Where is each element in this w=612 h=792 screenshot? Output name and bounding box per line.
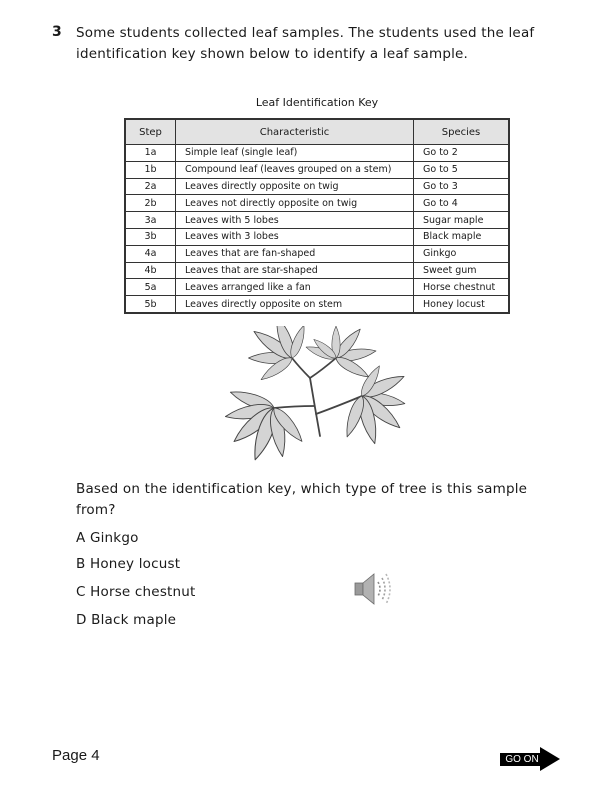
table-header-row [125, 119, 509, 145]
species-cell: Horse chestnut [414, 279, 510, 296]
answer-option-d[interactable] [76, 612, 176, 628]
characteristic-cell: Simple leaf (single leaf) [176, 145, 414, 162]
answer-option-c[interactable] [76, 584, 196, 600]
characteristic-cell: Leaves not directly opposite on twig [176, 195, 414, 212]
characteristic-cell: Leaves that are fan-shaped [176, 245, 414, 262]
table-row [125, 195, 509, 212]
leaf-identification-table [124, 118, 510, 314]
characteristic-cell: Leaves directly opposite on stem [176, 296, 414, 313]
answer-option-b[interactable] [76, 556, 180, 572]
species-cell: Black maple [414, 228, 510, 245]
header-species: Species [414, 119, 510, 145]
species-cell: Go to 3 [414, 178, 510, 195]
table-row [125, 212, 509, 229]
species-cell: Honey locust [414, 296, 510, 313]
characteristic-cell: Leaves arranged like a fan [176, 279, 414, 296]
table-row [125, 279, 509, 296]
characteristic-cell: Leaves with 3 lobes [176, 228, 414, 245]
characteristic-cell: Leaves that are star-shaped [176, 262, 414, 279]
key-title: Leaf Identification Key [255, 96, 379, 109]
step-cell: 1a [125, 145, 176, 162]
question-number: 3 [52, 24, 62, 40]
species-cell: Go to 4 [414, 195, 510, 212]
option-letter: D [76, 612, 87, 628]
step-cell: 2b [125, 195, 176, 212]
characteristic-cell: Compound leaf (leaves grouped on a stem) [176, 161, 414, 178]
go-on-button[interactable] [500, 747, 560, 772]
option-letter: A [76, 530, 86, 546]
step-cell: 3b [125, 228, 176, 245]
species-cell: Ginkgo [414, 245, 510, 262]
speaker-icon[interactable] [352, 570, 394, 608]
step-cell: 4b [125, 262, 176, 279]
leaf-cluster-lower-left [224, 386, 306, 462]
option-letter: B [76, 556, 86, 572]
step-cell: 4a [125, 245, 176, 262]
table-row [125, 296, 509, 313]
header-characteristic: Characteristic [176, 119, 414, 145]
option-text: Black maple [91, 612, 177, 628]
option-text: Ginkgo [89, 530, 139, 546]
option-letter: C [76, 584, 86, 600]
question-text: Some students collected leaf samples. The students used the leaf identification key shown below to identify a leaf sample. [76, 25, 535, 62]
leaf-cluster-top-left [249, 326, 309, 384]
characteristic-cell: Leaves directly opposite on twig [176, 178, 414, 195]
question-prompt: Based on the identification key, which type of tree is this sample from? [76, 481, 528, 518]
go-on-label: GO ON [505, 754, 539, 765]
species-cell: Sugar maple [414, 212, 510, 229]
species-cell: Go to 5 [414, 161, 510, 178]
step-cell: 2a [125, 178, 176, 195]
table-row [125, 178, 509, 195]
answer-option-a[interactable] [76, 530, 139, 546]
characteristic-cell: Leaves with 5 lobes [176, 212, 414, 229]
species-cell: Sweet gum [414, 262, 510, 279]
leaf-sample-illustration [210, 326, 420, 471]
table-row [125, 145, 509, 162]
header-step: Step [125, 119, 176, 145]
step-cell: 1b [125, 161, 176, 178]
step-cell: 5a [125, 279, 176, 296]
step-cell: 3a [125, 212, 176, 229]
table-row [125, 245, 509, 262]
table-row [125, 161, 509, 178]
arrow-right-icon [540, 747, 560, 771]
leaf-cluster-top-right [305, 326, 377, 381]
step-cell: 5b [125, 296, 176, 313]
leaf-cluster-lower-right [342, 364, 407, 446]
species-cell: Go to 2 [414, 145, 510, 162]
option-text: Honey locust [89, 556, 181, 572]
table-row [125, 228, 509, 245]
option-text: Horse chestnut [90, 584, 196, 600]
page-number: Page 4 [52, 747, 100, 764]
table-row [125, 262, 509, 279]
